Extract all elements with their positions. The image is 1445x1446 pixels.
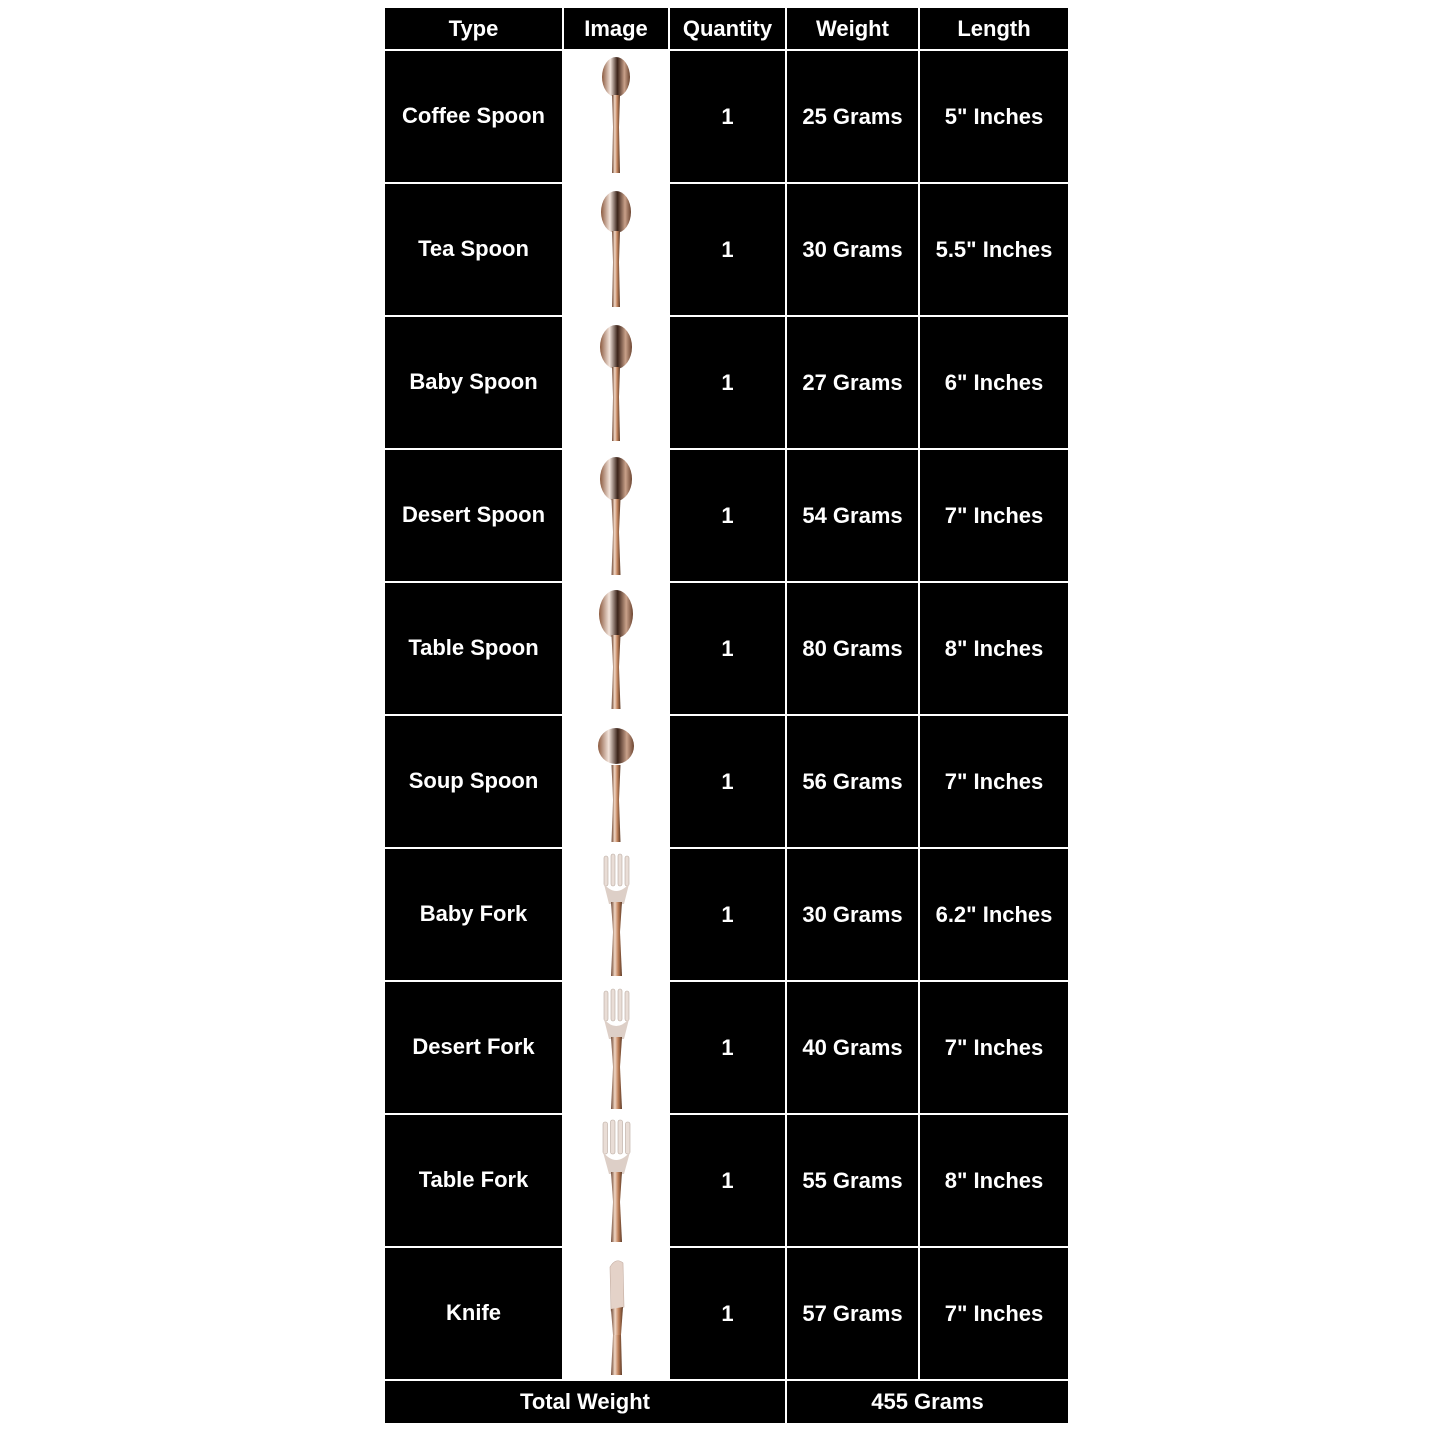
cell-length: 5.5" Inches bbox=[920, 184, 1068, 315]
cell-weight: 57 Grams bbox=[787, 1248, 918, 1379]
cell-image bbox=[564, 716, 668, 847]
cell-type: Table Spoon bbox=[385, 583, 562, 714]
cell-weight: 55 Grams bbox=[787, 1115, 918, 1246]
cell-type: Table Fork bbox=[385, 1115, 562, 1246]
cell-type: Coffee Spoon bbox=[385, 51, 562, 182]
cell-image bbox=[564, 583, 668, 714]
cell-quantity: 1 bbox=[670, 1248, 785, 1379]
cell-length: 7" Inches bbox=[920, 450, 1068, 581]
cell-length: 8" Inches bbox=[920, 583, 1068, 714]
table-body bbox=[385, 51, 1068, 1379]
cell-weight: 30 Grams bbox=[787, 849, 918, 980]
cell-weight: 25 Grams bbox=[787, 51, 918, 182]
column-header-length: Length bbox=[920, 8, 1068, 49]
table-row bbox=[385, 982, 1068, 1113]
cell-quantity: 1 bbox=[670, 51, 785, 182]
baby-spoon-image bbox=[564, 317, 668, 448]
cell-image bbox=[564, 1248, 668, 1379]
tea-spoon-image bbox=[564, 184, 668, 315]
total-weight-label: Total Weight bbox=[385, 1381, 785, 1423]
total-weight-row bbox=[385, 1381, 1068, 1423]
cell-quantity: 1 bbox=[670, 1115, 785, 1246]
table-spoon-image bbox=[564, 583, 668, 714]
cell-weight: 30 Grams bbox=[787, 184, 918, 315]
baby-fork-image bbox=[564, 849, 668, 980]
cell-weight: 54 Grams bbox=[787, 450, 918, 581]
cell-image bbox=[564, 184, 668, 315]
cell-length: 7" Inches bbox=[920, 716, 1068, 847]
table-footer bbox=[385, 1381, 1068, 1423]
cell-type: Tea Spoon bbox=[385, 184, 562, 315]
table-row bbox=[385, 51, 1068, 182]
cell-weight: 56 Grams bbox=[787, 716, 918, 847]
cell-type: Desert Fork bbox=[385, 982, 562, 1113]
table-fork-image bbox=[564, 1115, 668, 1246]
cell-quantity: 1 bbox=[670, 450, 785, 581]
cell-quantity: 1 bbox=[670, 982, 785, 1113]
cell-length: 6" Inches bbox=[920, 317, 1068, 448]
cutlery-spec-table-wrapper bbox=[383, 6, 1062, 1425]
cell-image bbox=[564, 982, 668, 1113]
knife-image bbox=[564, 1248, 668, 1379]
cell-image bbox=[564, 849, 668, 980]
column-header-image: Image bbox=[564, 8, 668, 49]
table-row bbox=[385, 450, 1068, 581]
cell-quantity: 1 bbox=[670, 583, 785, 714]
cell-type: Soup Spoon bbox=[385, 716, 562, 847]
table-row bbox=[385, 184, 1068, 315]
cell-length: 6.2" Inches bbox=[920, 849, 1068, 980]
column-header-quantity: Quantity bbox=[670, 8, 785, 49]
cell-quantity: 1 bbox=[670, 849, 785, 980]
cell-length: 7" Inches bbox=[920, 1248, 1068, 1379]
soup-spoon-image bbox=[564, 716, 668, 847]
desert-fork-image bbox=[564, 982, 668, 1113]
cell-length: 5" Inches bbox=[920, 51, 1068, 182]
cell-length: 8" Inches bbox=[920, 1115, 1068, 1246]
table-header bbox=[385, 8, 1068, 49]
cell-weight: 80 Grams bbox=[787, 583, 918, 714]
cell-image bbox=[564, 1115, 668, 1246]
cell-image bbox=[564, 51, 668, 182]
table-row bbox=[385, 1248, 1068, 1379]
desert-spoon-image bbox=[564, 450, 668, 581]
cell-quantity: 1 bbox=[670, 184, 785, 315]
cell-type: Desert Spoon bbox=[385, 450, 562, 581]
cutlery-spec-table bbox=[383, 6, 1070, 1425]
cell-type: Baby Fork bbox=[385, 849, 562, 980]
table-row bbox=[385, 716, 1068, 847]
table-row bbox=[385, 1115, 1068, 1246]
cell-image bbox=[564, 450, 668, 581]
coffee-spoon-image bbox=[564, 51, 668, 182]
cell-image bbox=[564, 317, 668, 448]
cell-type: Baby Spoon bbox=[385, 317, 562, 448]
table-row bbox=[385, 317, 1068, 448]
column-header-weight: Weight bbox=[787, 8, 918, 49]
cell-weight: 27 Grams bbox=[787, 317, 918, 448]
table-row bbox=[385, 583, 1068, 714]
table-row bbox=[385, 849, 1068, 980]
column-header-type: Type bbox=[385, 8, 562, 49]
cell-quantity: 1 bbox=[670, 317, 785, 448]
cell-type: Knife bbox=[385, 1248, 562, 1379]
table-header-row bbox=[385, 8, 1068, 49]
cell-length: 7" Inches bbox=[920, 982, 1068, 1113]
total-weight-value: 455 Grams bbox=[787, 1381, 1068, 1423]
cell-weight: 40 Grams bbox=[787, 982, 918, 1113]
cell-quantity: 1 bbox=[670, 716, 785, 847]
